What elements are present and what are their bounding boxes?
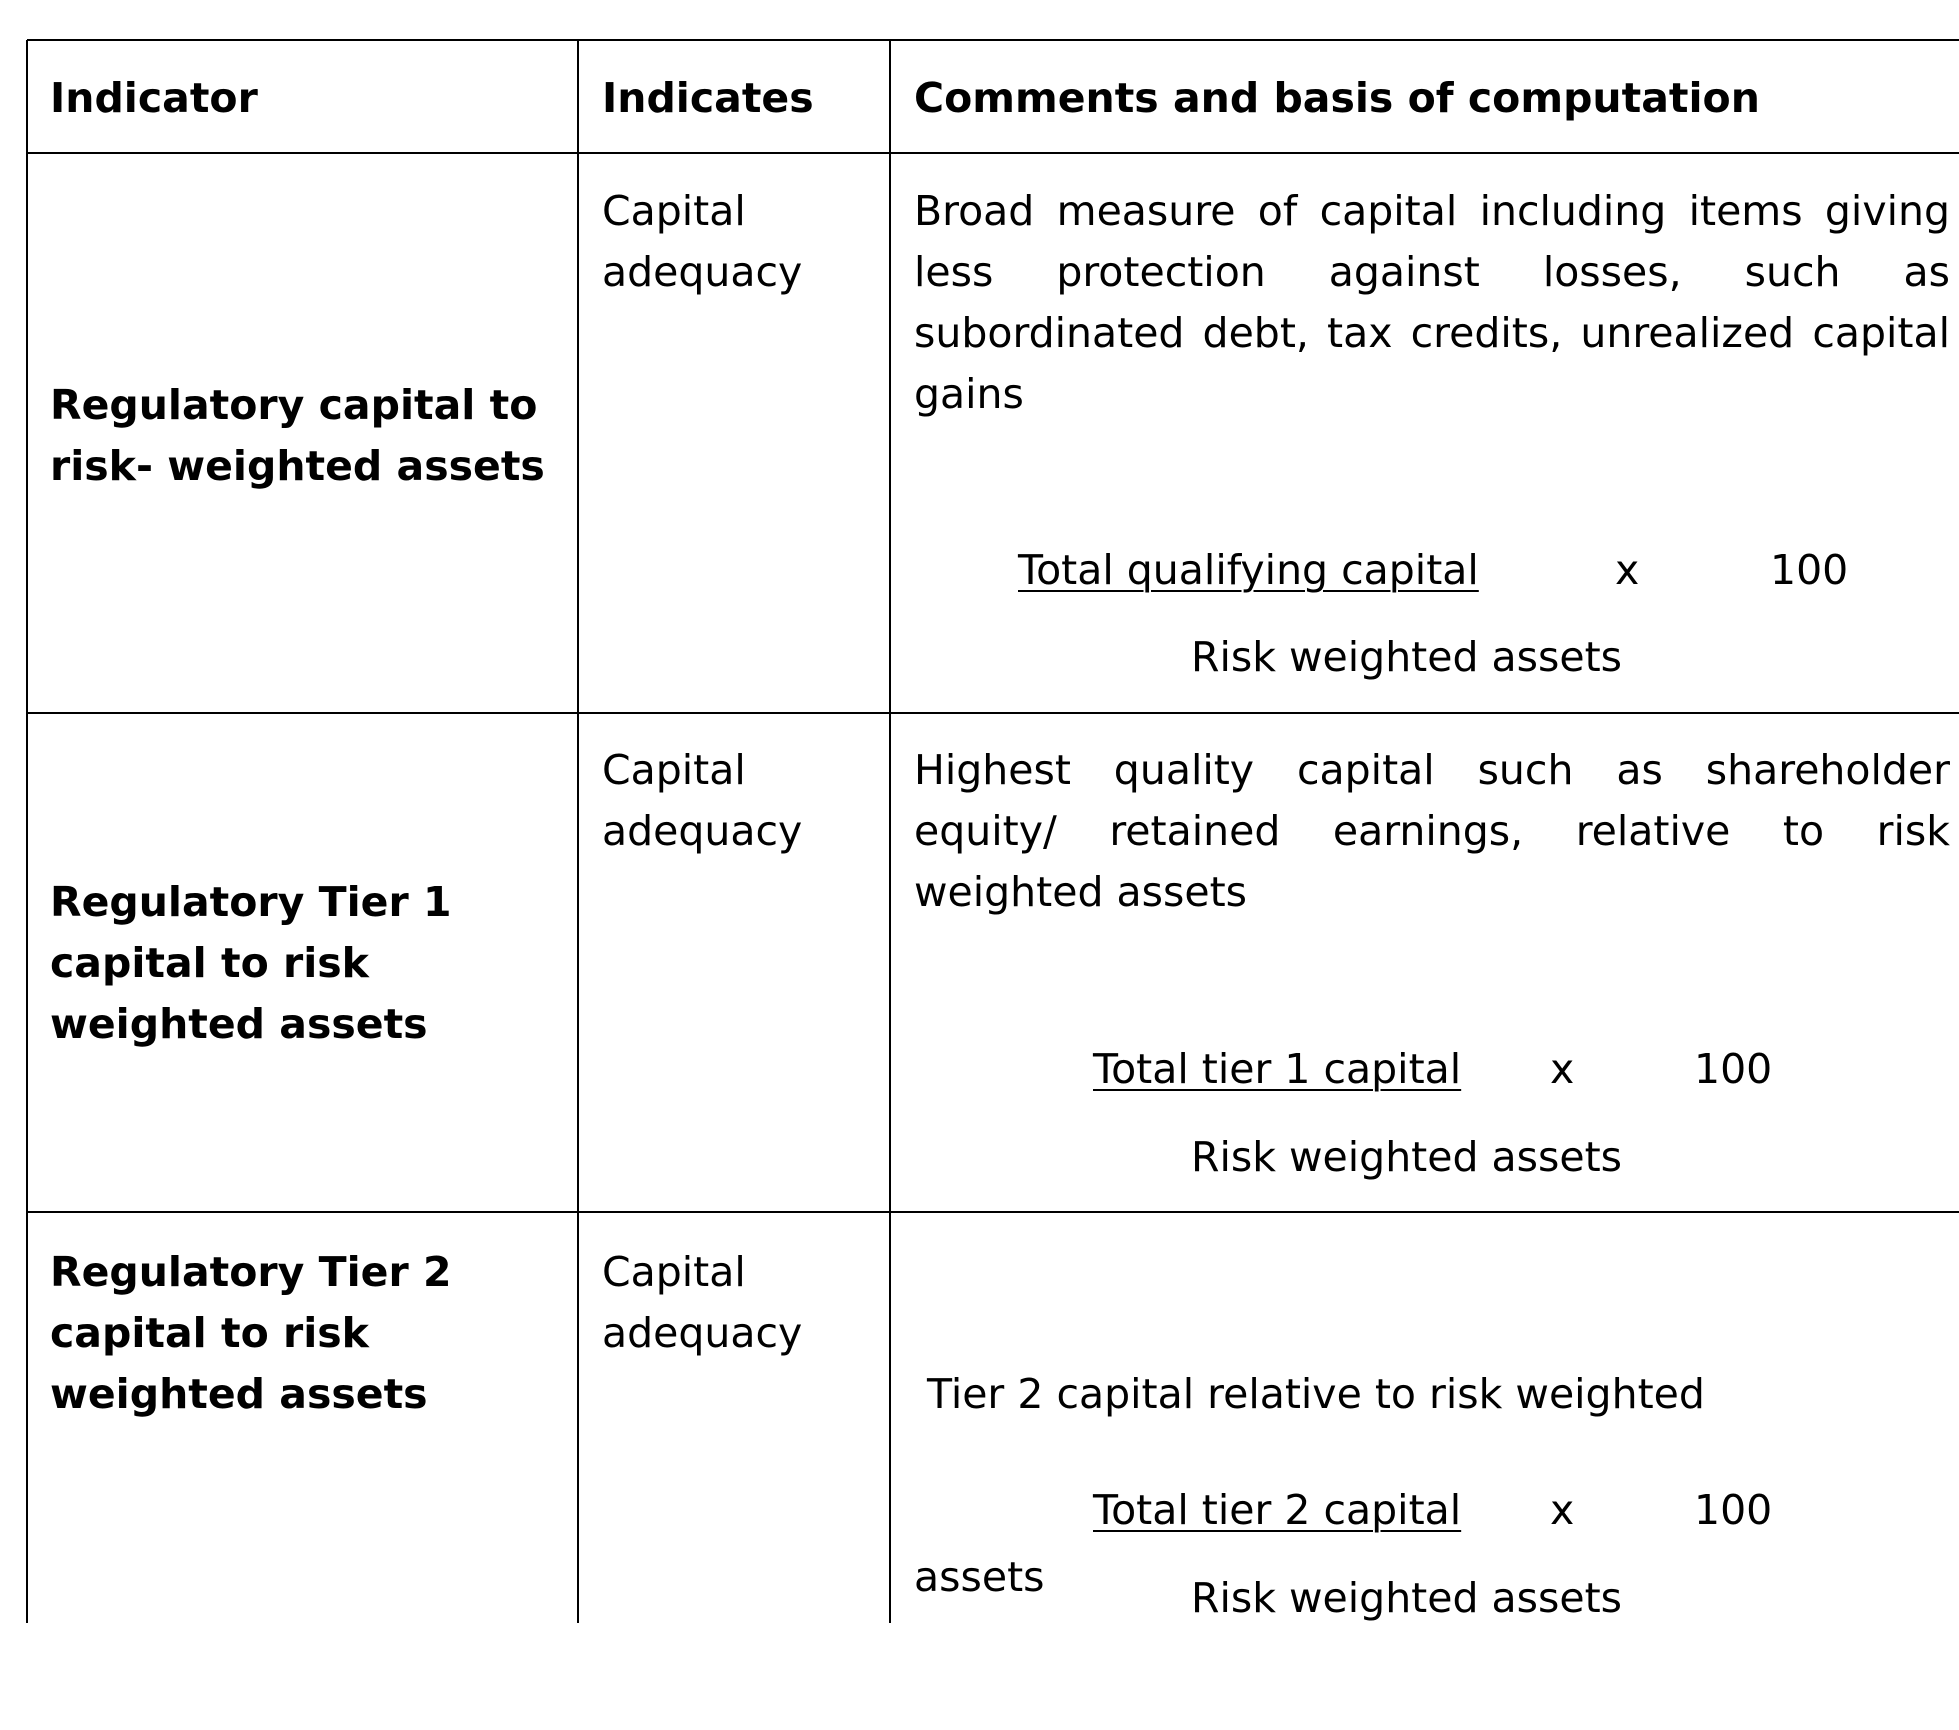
indicates-line: adequacy <box>602 248 803 296</box>
indicator-line: risk- weighted assets <box>50 442 545 490</box>
comment-text: Broad measure of capital including items giving less protection against losses, such as subordinated debt, tax credits, unrealized capital gains <box>914 187 1950 418</box>
indicates-cell <box>602 740 802 862</box>
indicator-line: capital to risk <box>50 939 369 987</box>
formula-times: x <box>1550 1486 1575 1534</box>
indicates-line: Capital <box>602 187 746 235</box>
formula-multiplier: 100 <box>1770 546 1849 594</box>
comment-line: assets <box>914 1553 1045 1601</box>
indicator-line: Regulatory Tier 2 <box>50 1248 452 1296</box>
formula-times: x <box>1550 1045 1575 1093</box>
header-comments: Comments and basis of computation <box>914 74 1760 122</box>
indicates-line: adequacy <box>602 1309 803 1357</box>
indicator-cell <box>50 872 451 1055</box>
formula-denominator: Risk weighted assets <box>1191 1133 1623 1181</box>
indicates-cell <box>602 1242 802 1364</box>
header-indicator: Indicator <box>50 74 258 122</box>
indicator-line: weighted assets <box>50 1000 428 1048</box>
indicates-line: adequacy <box>602 807 803 855</box>
formula-numerator: Total tier 1 capital <box>1093 1045 1462 1093</box>
table-border-top <box>27 39 1959 41</box>
formula-multiplier: 100 <box>1694 1045 1773 1093</box>
indicator-line: capital to risk <box>50 1309 369 1357</box>
indicator-line: Regulatory capital to <box>50 381 538 429</box>
column-divider <box>889 40 891 1623</box>
formula-times: x <box>1615 546 1640 594</box>
column-divider <box>577 40 579 1623</box>
indicates-line: Capital <box>602 746 746 794</box>
comment-text: Highest quality capital such as shareholder equity/ retained earnings, relative to risk weighted assets <box>914 746 1950 916</box>
formula-numerator: Total tier 2 capital <box>1093 1486 1462 1534</box>
indicator-line: weighted assets <box>50 1370 428 1418</box>
indicates-line: Capital <box>602 1248 746 1296</box>
header-divider <box>27 152 1959 154</box>
column-divider <box>26 40 28 1623</box>
formula-numerator: Total qualifying capital <box>1018 546 1479 594</box>
formula-denominator: Risk weighted assets <box>1191 633 1623 681</box>
comment-line: Tier 2 capital relative to risk weighted <box>914 1370 1705 1418</box>
indicates-cell <box>602 181 802 303</box>
row-divider <box>27 1211 1959 1213</box>
indicator-line: Regulatory Tier 1 <box>50 878 452 926</box>
formula-denominator: Risk weighted assets <box>1191 1574 1623 1622</box>
indicator-cell <box>50 375 545 497</box>
formula-multiplier: 100 <box>1694 1486 1773 1534</box>
indicator-cell <box>50 1242 451 1425</box>
row-divider <box>27 712 1959 714</box>
header-indicates: Indicates <box>602 74 814 122</box>
